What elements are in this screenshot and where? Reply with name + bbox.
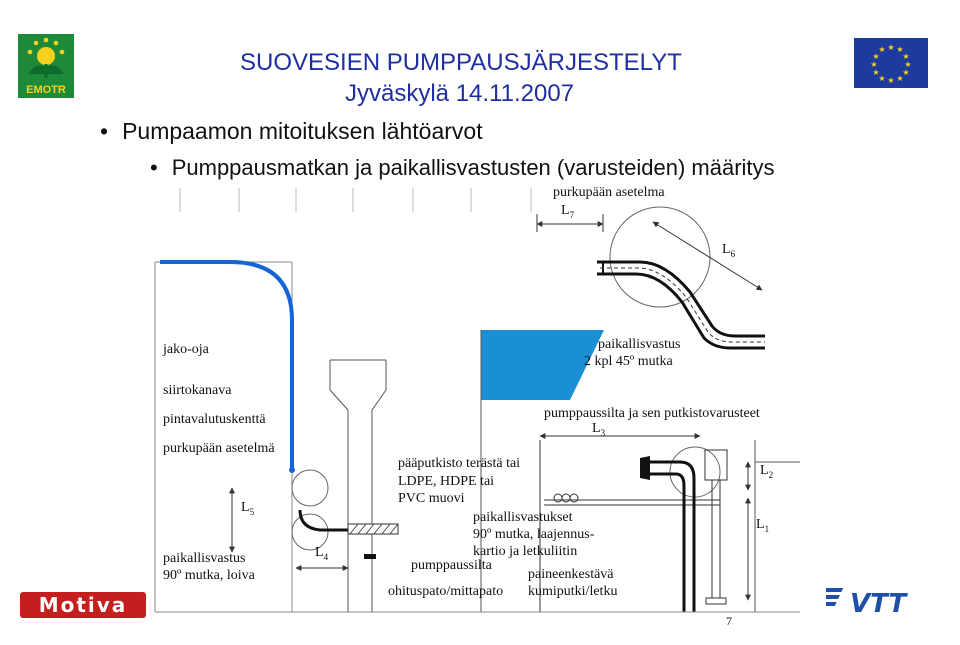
vtt-logo-text: VTT (850, 589, 907, 618)
label-pumppaussilta-putkistovarusteet: pumppaussilta ja sen putkistovarusteet (544, 406, 760, 421)
label-paikallisvastukset-2: 90º mutka, laajennus- (473, 527, 595, 542)
label-pintavalutuskentta: pintavalutuskenttä (163, 412, 266, 427)
svg-text:★: ★ (904, 60, 912, 69)
valve-mark (364, 554, 376, 559)
page-number: 7 (726, 614, 732, 628)
label-paineenkestava: paineenkestävä (528, 567, 614, 582)
label-jako-oja: jako-oja (163, 342, 209, 357)
pump-shaft (712, 480, 720, 598)
length-label-l6: $L_6$ (722, 242, 736, 259)
slide-subtitle: Jyväskylä 14.11.2007 (345, 80, 575, 107)
label-ohituspato-mittapato: ohituspato/mittapato (388, 584, 504, 599)
label-paikallisvastus-left-1: paikallisvastus (163, 551, 246, 566)
svg-text:★: ★ (902, 68, 910, 77)
label-kumiputki-letku: kumiputki/letku (528, 584, 618, 599)
svg-text:★: ★ (887, 76, 895, 85)
slide-title: SUOVESIEN PUMPPAUSJÄRJESTELYT (240, 49, 682, 76)
svg-text:★: ★ (878, 74, 886, 83)
vertical-guide-lines (180, 188, 531, 212)
label-paaputkisto-1: pääputkisto terästä tai (398, 456, 521, 471)
emotr-logo-text: EMOTR (26, 84, 66, 96)
label-paikallisvastus-right-1: paikallisvastus (598, 337, 681, 352)
length-label-l3: $L_3$ (592, 421, 606, 438)
expansion-cone (640, 456, 650, 480)
label-paikallisvastus-left-2: 90º mutka, loiva (163, 568, 255, 583)
length-label-l4: $L_4$ (315, 545, 329, 562)
label-pumppaussilta: pumppaussilta (411, 558, 492, 573)
bullet-level2-text: Pumppausmatkan ja paikallisvastusten (varusteiden) määritys (171, 155, 775, 180)
pressure-pipe-outer (640, 462, 694, 612)
svg-text:★: ★ (902, 52, 910, 61)
svg-text:★: ★ (870, 60, 878, 69)
pipe-end-marker (289, 467, 295, 473)
svg-text:★: ★ (878, 45, 886, 54)
length-label-l2: $L_2$ (760, 463, 774, 480)
pump-sump (330, 360, 386, 612)
label-purkupaan-asetelma-top: purkupään asetelma (553, 185, 665, 200)
length-label-l5: $L_5$ (241, 500, 255, 517)
length-label-l7: $L_7$ (561, 203, 575, 220)
length-label-l1: $L_1$ (756, 517, 770, 534)
blue-pipe (160, 262, 292, 470)
motiva-logo-text: Motiva (38, 593, 128, 617)
svg-text:★: ★ (887, 43, 895, 52)
label-purkupaan-asetelma-left: purkupään asetelmä (163, 441, 275, 456)
svg-text:★: ★ (896, 45, 904, 54)
label-paaputkisto-3: PVC muovi (398, 491, 465, 506)
label-siirtokanava: siirtokanava (163, 383, 232, 398)
svg-text:★: ★ (872, 52, 880, 61)
bullet-icon: • (100, 118, 109, 144)
label-paaputkisto-2: LDPE, HDPE tai (398, 474, 495, 489)
rollers (554, 494, 578, 502)
svg-text:★: ★ (896, 74, 904, 83)
bullet-icon: • (150, 155, 158, 180)
pump-motor (705, 450, 727, 480)
label-paikallisvastukset-1: paikallisvastukset (473, 510, 573, 525)
svg-text:★: ★ (872, 68, 880, 77)
label-paikallisvastus-right-2: 2 kpl 45º mutka (584, 354, 673, 369)
label-paikallisvastukset-3: kartio ja letkuliitin (473, 544, 578, 559)
bullet-level1-text: Pumpaamon mitoituksen lähtöarvot (122, 118, 483, 144)
pressure-pipe-inner (640, 474, 684, 612)
